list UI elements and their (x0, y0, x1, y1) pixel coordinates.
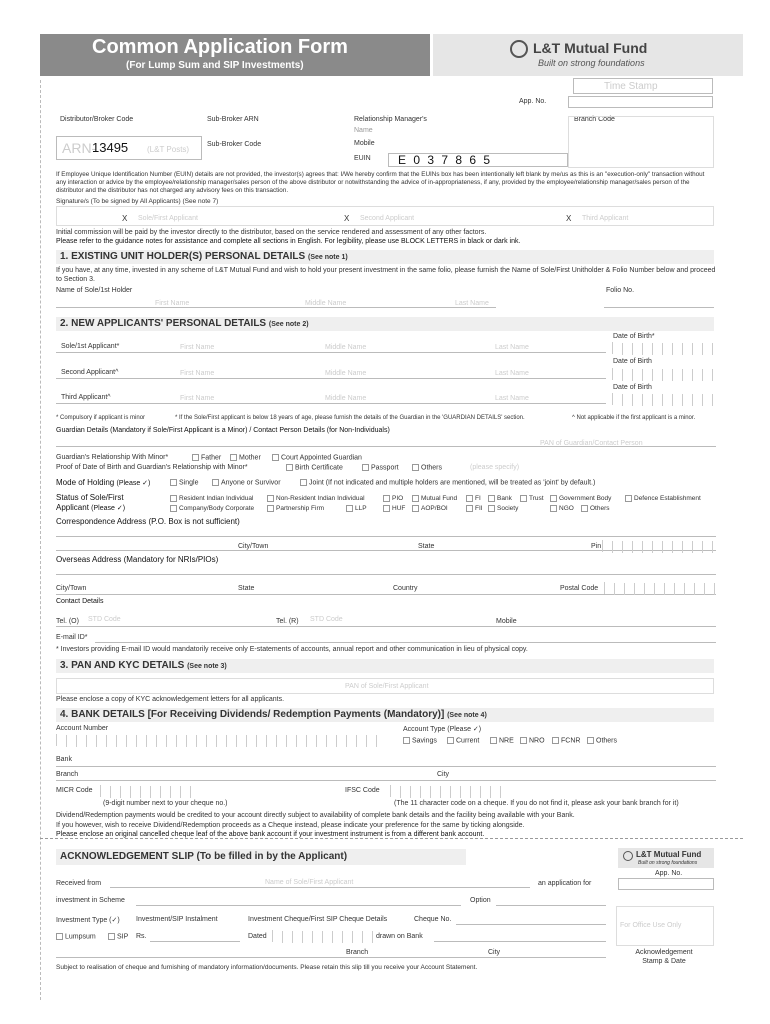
guardian-heading: Guardian Details (Mandatory if Sole/First Applicant is a Minor) / Contact Person Details (for Non-Individuals) (56, 427, 390, 434)
micr-label: MICR Code (56, 787, 93, 794)
holding-anyone[interactable]: Anyone or Survivor (212, 479, 281, 486)
app-no-label: App. No. (519, 98, 547, 105)
status-aop[interactable]: AOP/BOI (412, 504, 448, 514)
bank-line[interactable] (56, 766, 716, 767)
s1-folio-label: Folio No. (606, 287, 635, 294)
std-r: STD Code (310, 616, 343, 623)
status-fi[interactable]: FI (466, 494, 481, 504)
s1-last: Last Name (455, 300, 489, 307)
holding-joint[interactable]: Joint (If not indicated and multiple holders are mentioned, will be treated as 'joint' by default.) (300, 479, 595, 486)
branch-line[interactable] (56, 780, 716, 781)
sig2-x: X (344, 214, 350, 223)
euin-declaration: If Employee Unique Identification Number (EUIN) details are not provided, the investor(s) agrees that: I/We hereby confirm that the EUINs box has been intentionally left blank by me/us as this is an "execution-only" transaction without any interaction or advice by the employee/relationship manager/sales person of the above distributor or notwithstanding the advice of in-appropriateness, if any, provided by the employee/relationship manager/sales person of the distributor and the distributor has not charged any advisory fees on this transaction. (56, 171, 705, 194)
proof-others[interactable]: Others (412, 464, 442, 471)
ack-app-no: App. No. (655, 870, 683, 877)
dist-code-label: Distributor/Broker Code (60, 116, 134, 123)
third-middle: Middle Name (325, 395, 367, 402)
form-title: Common Application Form (92, 36, 348, 58)
overseas-city: City/Town (56, 585, 87, 592)
s1-first: First Name (155, 300, 190, 307)
lt-logo-icon (510, 40, 528, 58)
ack-rs-line[interactable] (150, 941, 240, 942)
type-nre[interactable]: NRE (490, 737, 514, 744)
arn-prefix: ARN- (62, 140, 97, 156)
overseas-country: Country (393, 585, 418, 592)
third-first: First Name (180, 395, 215, 402)
ack-application-for: an application for (538, 880, 592, 887)
arn-suffix: (L&T Posts) (147, 145, 190, 154)
kyc-note: Please enclose a copy of KYC acknowledgement letters for all applicants. (56, 696, 285, 703)
dob3-label: Date of Birth (613, 384, 652, 391)
proof-label: Proof of Date of Birth and Guardian's Relationship with Minor* (56, 464, 248, 471)
ack-received: Received from (56, 880, 102, 887)
corr-pin: Pin (591, 543, 602, 550)
std-o: STD Code (88, 616, 121, 623)
branch-code-field[interactable] (568, 116, 714, 168)
bank-label: Bank (56, 756, 72, 763)
micr-cells[interactable] (100, 785, 191, 797)
status-company[interactable]: Company/Body Corporate (170, 504, 254, 514)
app-no-field[interactable] (568, 96, 713, 108)
postal-cells[interactable] (604, 582, 715, 594)
status-others[interactable]: Others (581, 504, 610, 514)
ack-inv-type: Investment Type (✓) (56, 917, 120, 924)
ack-scheme-line[interactable] (136, 905, 461, 906)
overseas-state: State (238, 585, 255, 592)
dividend-note2: If you however, wish to receive Dividend/Redemption proceeds as a Cheque instead, please indicate your preference for the same by ticking alongside. (56, 822, 525, 829)
correspondence-label: Correspondence Address (P.O. Box is not sufficient) (56, 517, 240, 526)
sole-last: Last Name (495, 344, 529, 351)
email-line[interactable] (95, 642, 716, 643)
dividend-note1: Dividend/Redemption payments would be credited to your account directly subject to availability of complete bank details and the facility being available with your Bank. (56, 812, 575, 819)
sole-line[interactable] (56, 352, 606, 353)
ack-cheque-details: Investment Cheque/First SIP Cheque Details (248, 916, 388, 923)
ack-option-line[interactable] (496, 905, 606, 906)
ack-sip[interactable]: SIP (108, 933, 128, 940)
relationship-label: Guardian's Relationship With Minor* (56, 454, 169, 461)
section-2-header: 2. NEW APPLICANTS' PERSONAL DETAILS (See note 2) (56, 317, 714, 331)
sub-broker-arn-label: Sub-Broker ARN (207, 116, 259, 123)
foot3: ^ Not applicable if the first applicant is a minor. (572, 415, 696, 421)
proof-birth[interactable]: Birth Certificate (286, 464, 343, 471)
commission-note: Initial commission will be paid by the investor directly to the distributor, based on the service rendered and assessment of any other factors. (56, 229, 487, 236)
s1-middle: Middle Name (305, 300, 347, 307)
pin-cells[interactable] (602, 540, 713, 552)
overseas-line1[interactable] (56, 574, 716, 575)
tel-o-label: Tel. (O) (56, 618, 79, 625)
contact-mobile-label: Mobile (496, 618, 517, 625)
ack-city: City (488, 949, 501, 956)
ack-bank-line[interactable] (434, 941, 606, 942)
section-4-header: 4. BANK DETAILS [For Receiving Dividends/ Redemption Payments (Mandatory)] (See note 4) (56, 708, 714, 722)
branch-code-label: Branch Code (574, 116, 615, 123)
ack-received-line[interactable] (110, 887, 530, 888)
holding-single[interactable]: Single (170, 479, 198, 486)
ack-dated: Dated (248, 933, 267, 940)
ack-brand: L&T Mutual Fund (636, 850, 702, 859)
status-partnership[interactable]: Partnership Firm (267, 504, 324, 514)
second-line[interactable] (56, 378, 606, 379)
status-pio[interactable]: PIO (383, 494, 403, 504)
ack-subject: Subject to realisation of cheque and furnishing of mandatory information/documents. Please retain this slip till you receive your Account Statement. (56, 964, 478, 971)
rel-court[interactable]: Court Appointed Guardian (272, 454, 362, 461)
ack-branch-line[interactable] (56, 957, 606, 958)
proof-passport[interactable]: Passport (362, 464, 399, 471)
ack-investment: investment in Scheme (56, 897, 125, 904)
status-ngo[interactable]: NGO (550, 504, 574, 514)
dividend-note3: Please enclose an original cancelled cheque leaf of the above bank account if your investment instrument is from a different bank account. (56, 831, 485, 838)
ack-lumpsum[interactable]: Lumpsum (56, 933, 96, 940)
proof-specify: (please specify) (470, 464, 520, 471)
status-applicant: Applicant (Please ✓) (56, 503, 126, 512)
corr-state: State (418, 543, 435, 550)
dob1-cells[interactable] (612, 342, 713, 354)
dob1-label: Date of Birth* (613, 333, 655, 340)
third-applicant-label: Third Applicant^ (61, 394, 111, 401)
rel-mother[interactable]: Mother (230, 454, 261, 461)
ack-app-no-field[interactable] (618, 878, 714, 890)
rm-mobile-label: Mobile (354, 140, 375, 147)
overseas-label: Overseas Address (Mandatory for NRIs/PIOs) (56, 555, 219, 564)
dob2-label: Date of Birth (613, 358, 652, 365)
ack-inv-sip: Investment/SIP Instalment (136, 916, 218, 923)
status-defence[interactable]: Defence Establishment (625, 494, 701, 504)
city-label: City (437, 771, 450, 778)
contact-label: Contact Details (56, 598, 104, 605)
ack-cheque-no: Cheque No. (414, 916, 452, 923)
third-line[interactable] (56, 403, 606, 404)
third-last: Last Name (495, 395, 529, 402)
section-3-header: 3. PAN AND KYC DETAILS (See note 3) (56, 659, 714, 673)
corr-city: City/Town (238, 543, 269, 550)
account-no-label: Account Number (56, 725, 109, 732)
signatures-label: Signature/s (To be signed by All Applicants) (See note 7) (56, 198, 219, 205)
dob3-cells[interactable] (612, 393, 713, 405)
euin-label: EUIN (354, 155, 371, 162)
ack-cheque-line[interactable] (456, 924, 606, 925)
ack-logo-icon (623, 851, 633, 861)
type-others[interactable]: Others (587, 737, 617, 744)
status-huf[interactable]: HUF (383, 504, 405, 514)
sig1-label[interactable]: Sole/First Applicant (138, 215, 198, 222)
dob2-cells[interactable] (612, 368, 713, 380)
status-bank[interactable]: Bank (488, 494, 512, 504)
rm-label: Relationship Manager's (354, 116, 427, 123)
ack-tagline: Built on strong foundations (638, 860, 698, 866)
ack-stamp2: Stamp & Date (642, 958, 686, 965)
status-trust[interactable]: Trust (520, 494, 544, 504)
micr-note: (9-digit number next to your cheque no.) (103, 800, 228, 807)
status-fii[interactable]: FII (466, 504, 483, 514)
ack-name-hint: Name of Sole/First Applicant (265, 879, 354, 886)
sub-broker-code-label: Sub-Broker Code (207, 141, 262, 148)
sig3-x: X (566, 214, 572, 223)
status-label: Status of Sole/First (56, 493, 124, 502)
type-fcnr[interactable]: FCNR (552, 737, 580, 744)
branch-label: Branch (56, 771, 79, 778)
status-resident[interactable]: Resident Indian Individual (170, 494, 253, 504)
tear-line (40, 838, 743, 839)
foot2: * If the Sole/First applicant is below 18 years of age, please furnish the details of the Guardian in the 'GUARDIAN DETAILS' section. (175, 415, 525, 421)
arn-value: 13495 (92, 140, 129, 155)
ifsc-note: (The 11 character code on a cheque. If you do not find it, please ask your bank branch for it) (394, 800, 679, 807)
sig1-x: X (122, 214, 128, 223)
euin-value: E 0 3 7 8 6 5 (398, 153, 493, 167)
status-govt[interactable]: Government Body (550, 494, 611, 504)
overseas-postal: Postal Code (560, 585, 599, 592)
pan-label: PAN of Sole/First Applicant (345, 683, 429, 690)
ack-office-use: For Office Use Only (620, 922, 682, 929)
status-llp[interactable]: LLP (346, 504, 367, 514)
type-savings[interactable]: Savings (403, 737, 437, 744)
holding-label: Mode of Holding (Please ✓) (56, 478, 151, 487)
status-mf[interactable]: Mutual Fund (412, 494, 457, 504)
time-stamp-box: Time Stamp (573, 78, 713, 94)
status-nri[interactable]: Non-Resident Indian Individual (267, 494, 365, 504)
type-nro[interactable]: NRO (520, 737, 545, 744)
s1-name-line[interactable] (56, 307, 496, 308)
ack-rs: Rs. (136, 933, 147, 940)
ack-title: ACKNOWLEDGEMENT SLIP (To be filled in by the Applicant) (56, 849, 466, 865)
foot1: * Compulsory if applicant is minor (56, 415, 146, 421)
form-subtitle: (For Lump Sum and SIP Investments) (126, 60, 304, 71)
ack-option: Option (470, 897, 491, 904)
ack-stamp1: Acknowledgement (635, 949, 693, 956)
s1-text: If you have, at any time, invested in any scheme of L&T Mutual Fund and wish to hold your present investment in the same folio, please furnish the Name of Sole/First Unitholder & Folio Number below and proceed to Section 3. (56, 267, 716, 283)
sig2-label[interactable]: Second Applicant (360, 215, 415, 222)
account-cells[interactable] (56, 734, 377, 746)
guidance-note: Please refer to the guidance notes for assistance and complete all sections in English. For legibility, please use BLOCK LETTERS in black or dark ink. (56, 238, 521, 245)
rm-name-label: Name (354, 127, 373, 134)
corr-line1[interactable] (56, 536, 716, 537)
account-type-label: Account Type (Please ✓) (403, 726, 482, 733)
ack-date-cells[interactable] (272, 930, 373, 942)
brand-tagline: Built on strong foundations (538, 58, 645, 68)
ifsc-cells[interactable] (390, 785, 501, 797)
second-first: First Name (180, 370, 215, 377)
ifsc-label: IFSC Code (345, 787, 380, 794)
type-current[interactable]: Current (447, 737, 479, 744)
status-society[interactable]: Society (488, 504, 518, 514)
second-applicant-label: Second Applicant^ (61, 369, 119, 376)
rel-father[interactable]: Father (192, 454, 221, 461)
second-middle: Middle Name (325, 370, 367, 377)
sig3-label[interactable]: Third Applicant (582, 215, 629, 222)
s1-name-label: Name of Sole/1st Holder (56, 287, 133, 294)
contact-line[interactable] (56, 626, 716, 627)
tel-r-label: Tel. (R) (276, 618, 299, 625)
email-label: E-mail ID* (56, 634, 88, 641)
second-last: Last Name (495, 370, 529, 377)
brand-name: L&T Mutual Fund (533, 40, 648, 56)
sole-applicant-label: Sole/1st Applicant* (61, 343, 120, 350)
dash-margin (40, 80, 41, 1000)
s1-folio-line[interactable] (604, 307, 714, 308)
sole-first: First Name (180, 344, 215, 351)
guardian-pan: PAN of Guardian/Contact Person (540, 440, 643, 447)
email-note: * Investors providing E-mail ID would mandatorily receive only E-statements of accounts, annual report and other communication in lieu of physical copy. (56, 646, 528, 653)
ack-branch: Branch (346, 949, 369, 956)
sole-middle: Middle Name (325, 344, 367, 351)
section-1-header: 1. EXISTING UNIT HOLDER(S) PERSONAL DETAILS (See note 1) (56, 250, 714, 264)
ack-drawn: drawn on Bank (376, 933, 423, 940)
